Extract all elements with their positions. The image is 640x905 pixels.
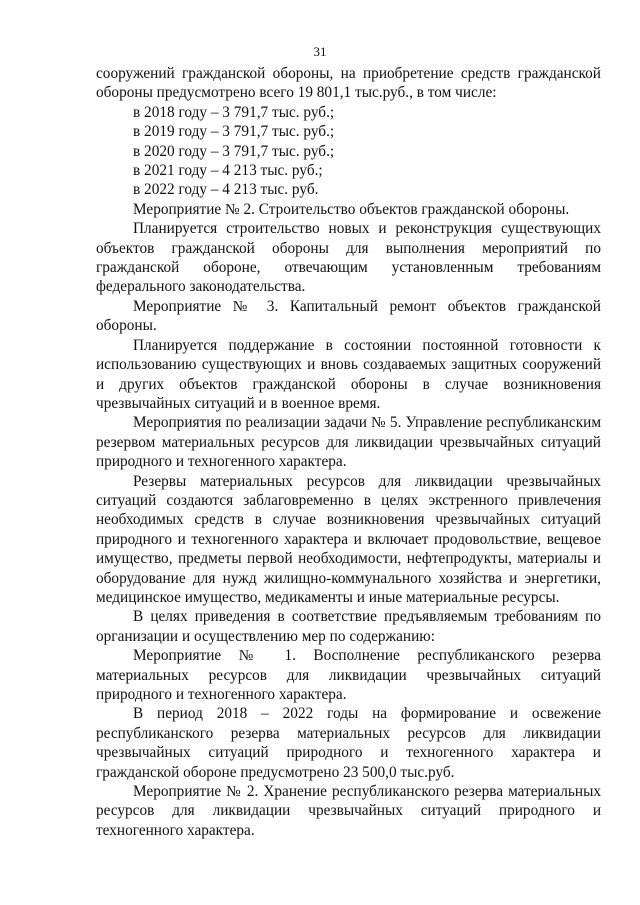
reserve-measure-1-heading: Мероприятие № 1. Восполнение республиканского резерва материальных ресурсов для ликвидации чрезвычайных ситуаций природного и техногенного характера. bbox=[96, 647, 601, 703]
reserves-description: Резервы материальных ресурсов для ликвидации чрезвычайных ситуаций создаются заблаговременно в целях экстренного привлечения необходимых средств в случае возникновения чрезвычайных ситуаций природного и техногенного характера и включает продовольствие, вещевое имущество, предметы первой необходимости, нефтепродукты, материалы и оборудование для нужд жилищно-коммунального хозяйства и энергетики, медицинское имущество, медикаменты и иные материальные ресурсы. bbox=[96, 472, 601, 606]
paragraph-continuation: сооружений гражданской обороны, на приобретение средств гражданской обороны предусмотрено всего 19 801,1 тыс.руб., в том числе: bbox=[96, 65, 601, 102]
reserve-funding-paragraph: В период 2018 – 2022 годы на формирование и освежение республиканского резерва материальных ресурсов для ликвидации чрезвычайных ситуаций природного и техногенного характера и гражданской обороне предусмотрено 23 500,0 тыс.руб. bbox=[96, 705, 601, 781]
measure-3-heading: Мероприятие № 3. Капитальный ремонт объектов гражданской обороны. bbox=[96, 297, 601, 335]
funding-2020-line: в 2020 году – 3 791,7 тыс. руб.; bbox=[133, 142, 335, 160]
reserve-measure-2-heading: Мероприятие № 2. Хранение республиканского резерва материальных ресурсов для ликвидации чрезвычайных ситуаций природного и техногенного характера. bbox=[96, 783, 601, 839]
task-5-heading: Мероприятия по реализации задачи № 5. Управление республиканским резервом материальных ресурсов для ликвидации чрезвычайных ситуаций природного и техногенного характера. bbox=[96, 414, 601, 471]
funding-2019-line: в 2019 году – 3 791,7 тыс. руб.; bbox=[133, 123, 335, 141]
measure-3-description: Планируется поддержание в состоянии постоянной готовности к использованию существующих и вновь создаваемых защитных сооружений и других объектов гражданской обороны в случае возникновения чрезвычайных ситуаций и в военное время. bbox=[96, 336, 601, 412]
funding-2021-line: в 2021 году – 4 213 тыс. руб.; bbox=[133, 162, 323, 180]
measure-2-description: Планируется строительство новых и реконструкция существующих объектов гражданской обороны для выполнения мероприятий по гражданской обороне, отвечающим установленным требованиям федерального законодательства. bbox=[96, 220, 601, 296]
measure-2-heading: Мероприятие № 2. Строительство объектов гражданской обороны. bbox=[133, 200, 570, 218]
page-number: 31 bbox=[313, 44, 327, 59]
document-body bbox=[96, 64, 601, 840]
funding-2022-line: в 2022 году – 4 213 тыс. руб. bbox=[133, 181, 319, 199]
compliance-paragraph: В целях приведения в соответствие предъявляемым требованиям по организации и осуществлению мер по содержанию: bbox=[96, 608, 601, 645]
funding-2018-line: в 2018 году – 3 791,7 тыс. руб.; bbox=[133, 103, 335, 121]
